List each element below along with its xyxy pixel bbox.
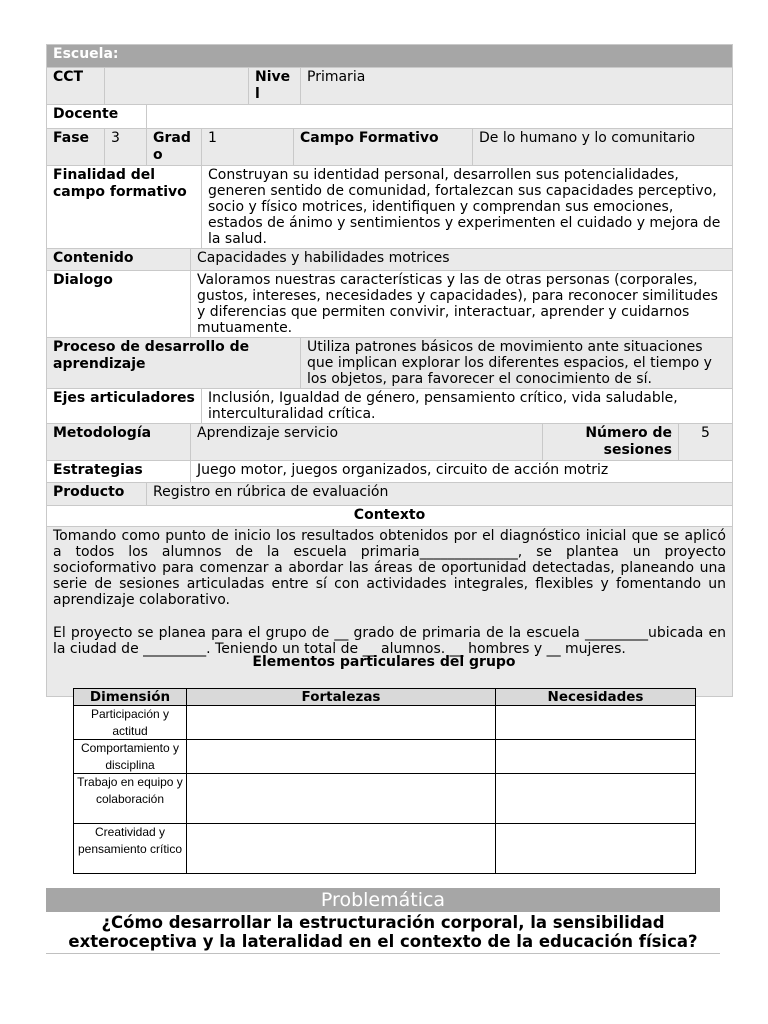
contexto-paragraph-2: El proyecto se planea para el grupo de __ grado de primaria de la escuela _________ubicada en la ciudad de _________. Teniendo un total de __ alumnos. __ hombres y __ mujeres. — [53, 625, 726, 657]
campo-formativo-label: Campo Formativo — [294, 129, 473, 166]
fortalezas-cell[interactable] — [187, 774, 496, 824]
estrategias-label: Estrategias — [47, 461, 191, 483]
necesidades-cell[interactable] — [496, 774, 696, 824]
ejes-text: Inclusión, Igualdad de género, pensamiento crítico, vida saludable, interculturalidad crítica. — [202, 389, 733, 424]
contexto-title: Contexto — [47, 506, 733, 527]
metodologia-field[interactable]: Aprendizaje servicio — [191, 424, 543, 461]
planning-form — [46, 44, 733, 697]
problematica-question: ¿Cómo desarrollar la estructuración corporal, la sensibilidad exteroceptiva y la lateralidad en el contexto de la educación física? — [46, 912, 720, 954]
header-fortalezas: Fortalezas — [187, 689, 496, 706]
escuela-label: Escuela: — [47, 45, 733, 68]
pda-text: Utiliza patrones básicos de movimiento ante situaciones que implican explorar los diferentes espacios, el tiempo y los objetos, para favorecer el conocimiento de sí. — [301, 338, 733, 389]
campo-formativo-field[interactable]: De lo humano y lo comunitario — [473, 129, 733, 166]
fortalezas-cell[interactable] — [187, 824, 496, 874]
fase-field[interactable]: 3 — [105, 129, 147, 166]
contenido-text: Capacidades y habilidades motrices — [191, 249, 733, 271]
estrategias-text: Juego motor, juegos organizados, circuito de acción motriz — [191, 461, 733, 483]
necesidades-cell[interactable] — [496, 706, 696, 740]
docente-label: Docente — [47, 105, 147, 129]
table-row — [74, 706, 696, 740]
necesidades-cell[interactable] — [496, 824, 696, 874]
pda-label: Proceso de desarrollo de aprendizaje — [47, 338, 301, 389]
dimension-cell: Comportamiento y disciplina — [74, 740, 187, 774]
grupo-table — [73, 688, 696, 874]
necesidades-cell[interactable] — [496, 740, 696, 774]
dialogo-label: Dialogo — [47, 271, 191, 338]
grupo-title: Elementos particulares del grupo — [252, 654, 516, 670]
sesiones-field[interactable]: 5 — [679, 424, 733, 461]
table-row — [74, 774, 696, 824]
metodologia-label: Metodología — [47, 424, 191, 461]
docente-field[interactable] — [147, 105, 733, 129]
fase-label: Fase — [47, 129, 105, 166]
dimension-cell: Participación y actitud — [74, 706, 187, 740]
cct-label: CCT — [47, 68, 105, 105]
contenido-label: Contenido — [47, 249, 191, 271]
nivel-label: Nivel — [249, 68, 301, 105]
fortalezas-cell[interactable] — [187, 740, 496, 774]
table-row — [74, 824, 696, 874]
producto-label: Producto — [47, 483, 147, 506]
header-necesidades: Necesidades — [496, 689, 696, 706]
finalidad-label: Finalidad del campo formativo — [47, 166, 202, 249]
table-row — [74, 740, 696, 774]
contexto-section — [47, 527, 733, 697]
contexto-paragraph-1: Tomando como punto de inicio los resultados obtenidos por el diagnóstico inicial que se aplicó a todos los alumnos de la escuela primaria______________, se plantea un proyecto socioformativo para comenzar a abordar las áreas de oportunidad detectadas, planeando una serie de sesiones articuladas entre sí con actividades integrales, flexibles y fomentando un aprendizaje colaborativo. — [53, 528, 726, 608]
dialogo-text: Valoramos nuestras características y las de otras personas (corporales, gustos, intereses, necesidades y capacidades), para reconocer similitudes y diferencias que permiten convivir, interactuar, aprender y cuidarnos mutuamente. — [191, 271, 733, 338]
problematica-title: Problemática — [46, 888, 720, 912]
producto-text: Registro en rúbrica de evaluación — [147, 483, 733, 506]
fortalezas-cell[interactable] — [187, 706, 496, 740]
ejes-label: Ejes articuladores — [47, 389, 202, 424]
grado-field[interactable]: 1 — [202, 129, 294, 166]
dimension-cell: Trabajo en equipo y colaboración — [74, 774, 187, 824]
dimension-cell: Creatividad y pensamiento crítico — [74, 824, 187, 874]
problematica-section — [46, 888, 720, 954]
nivel-field[interactable]: Primaria — [301, 68, 733, 105]
cct-field[interactable] — [105, 68, 249, 105]
finalidad-text: Construyan su identidad personal, desarrollen sus potencialidades, generen sentido de comunidad, fortalezcan sus capacidades perceptivo, socio y físico motrices, identifiquen y comprendan sus emociones, estados de ánimo y sentimientos y experimenten el cuidado y mejora de la salud. — [202, 166, 733, 249]
sesiones-label: Número de sesiones — [543, 424, 679, 461]
grado-label: Grado — [147, 129, 202, 166]
header-dimension: Dimensión — [74, 689, 187, 706]
